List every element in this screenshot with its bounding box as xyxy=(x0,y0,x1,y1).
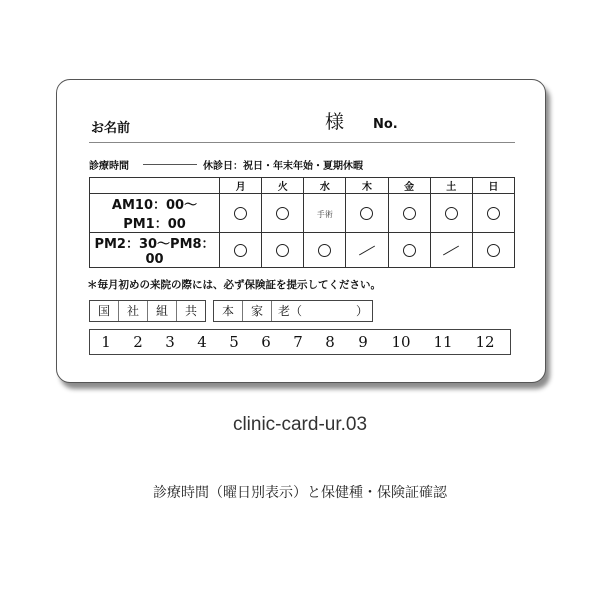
slot-mark xyxy=(388,194,430,233)
schedule-row-am xyxy=(90,194,515,233)
day-header: 木 xyxy=(346,178,388,194)
slot-mark xyxy=(304,233,346,268)
month-number: 10 xyxy=(391,333,411,351)
slot-time: AM10：00〜PM1：00 xyxy=(90,194,220,233)
slot-mark xyxy=(472,194,514,233)
insurance-type-social: 社 xyxy=(119,301,148,321)
schedule-header-row xyxy=(90,178,515,194)
closed-slash-icon xyxy=(443,245,459,255)
name-underline xyxy=(89,142,515,143)
open-circle-icon xyxy=(487,244,500,257)
slot-mark xyxy=(220,194,262,233)
insured-family: 家 xyxy=(243,301,272,321)
slot-mark xyxy=(430,194,472,233)
number-label: No. xyxy=(373,117,398,132)
honorific-sama: 様 xyxy=(325,111,345,133)
hours-leader-line xyxy=(143,164,197,165)
insurance-type-mutual: 共 xyxy=(184,304,197,318)
surgery-note: 手術 xyxy=(316,209,333,219)
day-header: 水 xyxy=(304,178,346,194)
insured-elderly-close: ） xyxy=(355,304,368,318)
day-header: 月 xyxy=(220,178,262,194)
month-number: 7 xyxy=(293,333,303,351)
slot-mark xyxy=(346,233,388,268)
month-number: 3 xyxy=(165,333,175,351)
slot-mark xyxy=(262,233,304,268)
open-circle-icon xyxy=(234,244,247,257)
insured-elderly: 老（ xyxy=(278,304,303,318)
slot-time: PM2：30〜PM8：00 xyxy=(90,233,220,268)
holidays-text: 休診日：祝日・年末年始・夏期休暇 xyxy=(203,161,363,172)
name-label: お名前 xyxy=(91,121,131,136)
open-circle-icon xyxy=(276,244,289,257)
month-number: 6 xyxy=(261,333,271,351)
month-number: 12 xyxy=(475,333,495,351)
insurance-type-group xyxy=(89,300,206,322)
open-circle-icon xyxy=(234,207,247,220)
insurance-notice: ＊毎月初めの来院の際には、必ず保険証を提示してください。 xyxy=(87,279,381,291)
month-number: 4 xyxy=(197,333,207,351)
month-number: 11 xyxy=(433,333,453,351)
open-circle-icon xyxy=(403,244,416,257)
schedule-table xyxy=(89,177,515,268)
month-number: 9 xyxy=(358,333,368,351)
closed-slash-icon xyxy=(359,245,375,255)
open-circle-icon xyxy=(276,207,289,220)
slot-mark xyxy=(430,233,472,268)
insurance-type-union: 組 xyxy=(148,301,177,321)
day-header: 日 xyxy=(472,178,514,194)
month-number: 5 xyxy=(229,333,239,351)
open-circle-icon xyxy=(403,207,416,220)
header-blank-cell xyxy=(90,178,220,194)
open-circle-icon xyxy=(445,207,458,220)
slot-mark xyxy=(262,194,304,233)
insured-relation-group xyxy=(213,300,373,322)
product-code: clinic-card-ur.03 xyxy=(232,414,368,435)
day-header: 土 xyxy=(430,178,472,194)
clinic-card xyxy=(56,79,546,383)
month-check-row xyxy=(89,329,511,355)
product-description: 診療時間（曜日別表示）と保健種・保険証確認 xyxy=(153,485,447,501)
hours-label: 診療時間 xyxy=(89,161,129,172)
slot-mark xyxy=(220,233,262,268)
insurance-type-national: 国 xyxy=(90,301,119,321)
month-number: 1 xyxy=(101,333,111,351)
slot-mark xyxy=(388,233,430,268)
month-number: 2 xyxy=(133,333,143,351)
month-number: 8 xyxy=(325,333,335,351)
day-header: 金 xyxy=(388,178,430,194)
day-header: 火 xyxy=(262,178,304,194)
slot-mark xyxy=(346,194,388,233)
open-circle-icon xyxy=(360,207,373,220)
insured-self: 本 xyxy=(214,301,243,321)
slot-mark xyxy=(304,194,346,233)
open-circle-icon xyxy=(487,207,500,220)
open-circle-icon xyxy=(318,244,331,257)
schedule-row-pm xyxy=(90,233,515,268)
slot-mark xyxy=(472,233,514,268)
